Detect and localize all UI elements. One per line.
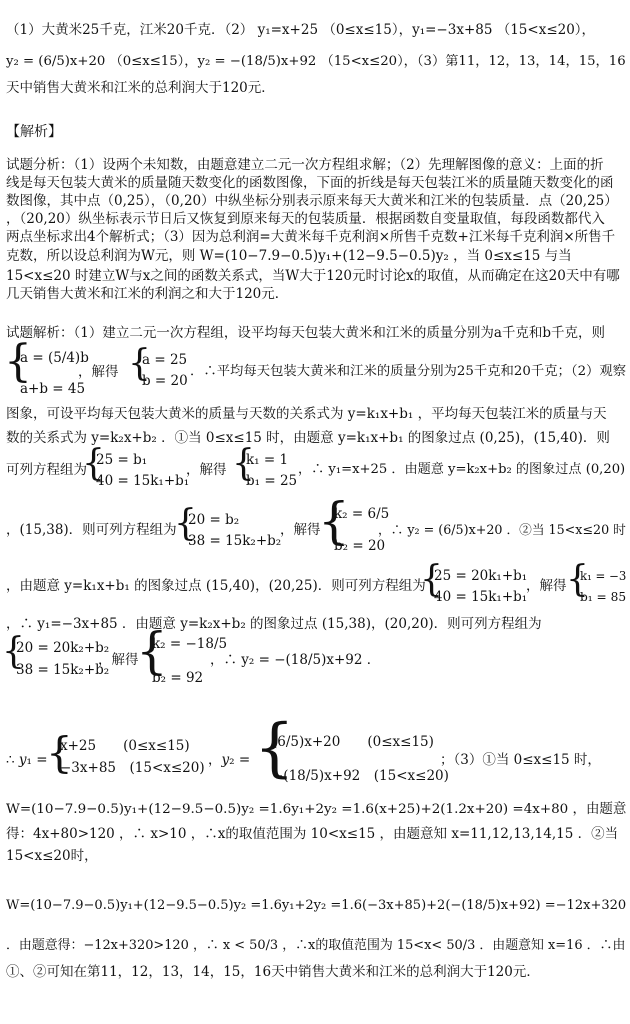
solution-line-8a: ，由题意 y=k₁x+b₁ 的图象过点 (15,40)，(20,25)．则可列方程组为	[6, 578, 426, 594]
solve-label-4: ，解得	[526, 578, 567, 594]
piecewise-y2-label: ，y₂ =	[208, 752, 251, 768]
equation-brace: {	[420, 559, 443, 600]
analysis-line-6: 克数，所以设总利润为W元，则 W=(10−7.9−0.5)y₁+(12−9.5−0.5)y₂ ，当 0≤x≤15 与当	[6, 248, 572, 264]
answer-line-2: y₂ = (6/5)x+20 （0≤x≤15），y₂ = −(18/5)x+92 （15<x≤20），（3）第11，12，13，14，15，16	[6, 54, 626, 69]
w-line-2: 得：4x+80>120 ，∴ x>10 ，∴x的取值范围为 10<x≤15 ，由题意知 x=11,12,13,14,15 ．②当	[6, 826, 619, 842]
solution-system-2-row-1: k₁ = 1	[246, 452, 289, 468]
equation-system-5-row-1: 20 = 20k₂+b₂	[16, 640, 110, 656]
piecewise-y1-label: ∴ y₁ =	[6, 752, 48, 768]
solution-system-3-row-1: k₂ = 6/5	[334, 506, 390, 522]
equation-brace: {	[318, 492, 350, 550]
w-line-6: ①、②可知在第11，12，13，14，15，16天中销售大黄米和江米的总利润大于120元．	[6, 964, 540, 980]
solution-system-1-row-2: b = 20	[142, 373, 188, 389]
solve-label-5: ，解得	[98, 652, 139, 668]
solution-line-6a: 可列方程组为	[6, 462, 87, 478]
analysis-line-3: 数图像，其中点（0,25），（0,20）中纵坐标分别表示原来每天大黄米和江米的包装质量．点（20,25）	[6, 193, 618, 209]
piecewise-y2-row-2: −(18/5)x+92 (15<x≤20)	[272, 768, 449, 784]
analysis-line-2: 线是每天包装大黄米的质量随天数变化的函数图像，下面的折线是每天包装江米的质量随天数变化的函	[6, 175, 614, 191]
equation-system-2-row-2: 40 = 15k₁+b₁	[96, 473, 190, 489]
solution-line-7a: ，(15,38)．则可列方程组为	[6, 522, 177, 538]
solution-line-6c: ，∴ y₁=x+25 ．由题意 y=k₂x+b₂ 的图象过点 (0,20)	[298, 462, 626, 477]
section-title: 【解析】	[6, 124, 62, 140]
solution-system-5-row-2: b₂ = 92	[152, 670, 204, 686]
analysis-line-5: 两点坐标求出4个解析式；（3）因为总利润=大黄米每千克利润×所售千克数+江米每千克利润×所售千	[6, 229, 616, 245]
solution-line-5: 数的关系式为 y=k₂x+b₂ ．①当 0≤x≤15 时，由题意 y=k₁x+b₁ 的图象过点 (0,25)，(15,40)．则	[6, 430, 610, 446]
equation-system-3-row-2: 38 = 15k₂+b₂	[188, 533, 282, 549]
solution-system-2-row-2: b₁ = 25	[246, 473, 298, 489]
solve-label-1: ，解得	[78, 364, 119, 380]
equation-system-4-row-1: 25 = 20k₁+b₁	[434, 568, 528, 584]
w-line-4: W=(10−7.9−0.5)y₁+(12−9.5−0.5)y₂ =1.6y₁+2y₂ =1.6(−3x+85)+2(−(18/5)x+92) =−12x+320	[6, 898, 627, 913]
solution-line-9: ，∴ y₁=−3x+85 ．由题意 y=k₂x+b₂ 的图象过点 (15,38)，(20,20)．则可列方程组为	[6, 616, 542, 632]
solve-label-3: ，解得	[280, 522, 321, 538]
equation-brace: {	[136, 622, 168, 680]
analysis-line-1: 试题分析：（1）设两个未知数，由题意建立二元一次方程组求解；（2）先理解图像的意义：上面的折	[6, 157, 604, 173]
equation-system-1-row-2: a+b = 45	[20, 381, 86, 397]
equation-system-4-row-2: 40 = 15k₁+b₁	[434, 589, 528, 605]
equation-brace: {	[232, 443, 255, 484]
w-line-3: 15<x≤20时，	[6, 848, 98, 864]
equation-brace: {	[128, 343, 151, 384]
solution-line-3: ．∴平均每天包装大黄米和江米的质量分别为25千克和20千克；（2）观察	[190, 364, 627, 379]
solution-line-10b: ，∴ y₂ = −(18/5)x+92 ．	[210, 652, 381, 668]
w-line-5: ．由题意得：−12x+320>120 ，∴ x < 50/3 ，∴x的取值范围为 15<x< 50/3 ．由题意知 x=16 ．∴由	[6, 938, 626, 953]
answer-line-1: （1）大黄米25千克，江米20千克．（2） y₁=x+25 （0≤x≤15），y₁=−3x+85 （15<x≤20），	[6, 22, 596, 38]
solution-line-1: 试题解析：（1）建立二元一次方程组，设平均每天包装大黄米和江米的质量分别为a千克和b千克，则	[6, 325, 606, 341]
part3-intro: ；（3）①当 0≤x≤15 时，	[440, 752, 601, 768]
equation-brace: {	[82, 443, 105, 484]
analysis-line-7: 15<x≤20 时建立W与x之间的函数关系式，当W大于120元时讨论x的取值，从而确定在这20天中有哪	[6, 268, 620, 284]
equation-system-1-row-1: a = (5/4)b	[20, 350, 89, 366]
equation-brace: {	[174, 503, 197, 544]
piecewise-y1-row-1: x+25 (0≤x≤15)	[60, 738, 190, 754]
solution-system-3-row-2: b₂ = 20	[334, 538, 386, 554]
solution-line-4: 图象，可设平均每天包装大黄米的质量与天数的关系式为 y=k₁x+b₁ ，平均每天包装江米的质量与天	[6, 406, 607, 422]
equation-brace: {	[46, 728, 73, 777]
solution-system-4-row-2: b₁ = 85	[580, 590, 627, 604]
equation-system-2-row-1: 25 = b₁	[96, 452, 148, 468]
equation-system-5-row-2: 38 = 15k₂+b₂	[16, 662, 110, 678]
w-line-1: W=(10−7.9−0.5)y₁+(12−9.5−0.5)y₂ =1.6y₁+2y₂ =1.6(x+25)+2(1.2x+20) =4x+80 ，由题意	[6, 802, 627, 817]
answer-line-3: 天中销售大黄米和江米的总利润大于120元．	[6, 80, 275, 96]
analysis-line-8: 几天销售大黄米和江米的利润之和大于120元．	[6, 286, 289, 302]
solve-label-2: ，解得	[186, 462, 227, 478]
equation-brace: {	[254, 711, 295, 785]
solution-system-5-row-1: k₂ = −18/5	[152, 636, 228, 652]
equation-brace: {	[2, 631, 25, 672]
piecewise-y1-row-2: −3x+85 (15<x≤20)	[60, 760, 205, 776]
equation-brace: {	[566, 559, 589, 600]
equation-brace: {	[4, 336, 32, 387]
analysis-line-4: ，（20,20）纵坐标表示节日后又恢复到原来每天的包装质量．根据函数自变量取值，每段函数都代入	[6, 211, 605, 227]
solution-system-4-row-1: k₁ = −3	[580, 569, 627, 583]
equation-system-3-row-1: 20 = b₂	[188, 512, 240, 528]
piecewise-y2-row-1: (6/5)x+20 (0≤x≤15)	[272, 734, 434, 750]
solution-system-1-row-1: a = 25	[142, 352, 188, 368]
solution-line-7c: ，∴ y₂ = (6/5)x+20 ．②当 15<x≤20 时	[378, 522, 626, 537]
